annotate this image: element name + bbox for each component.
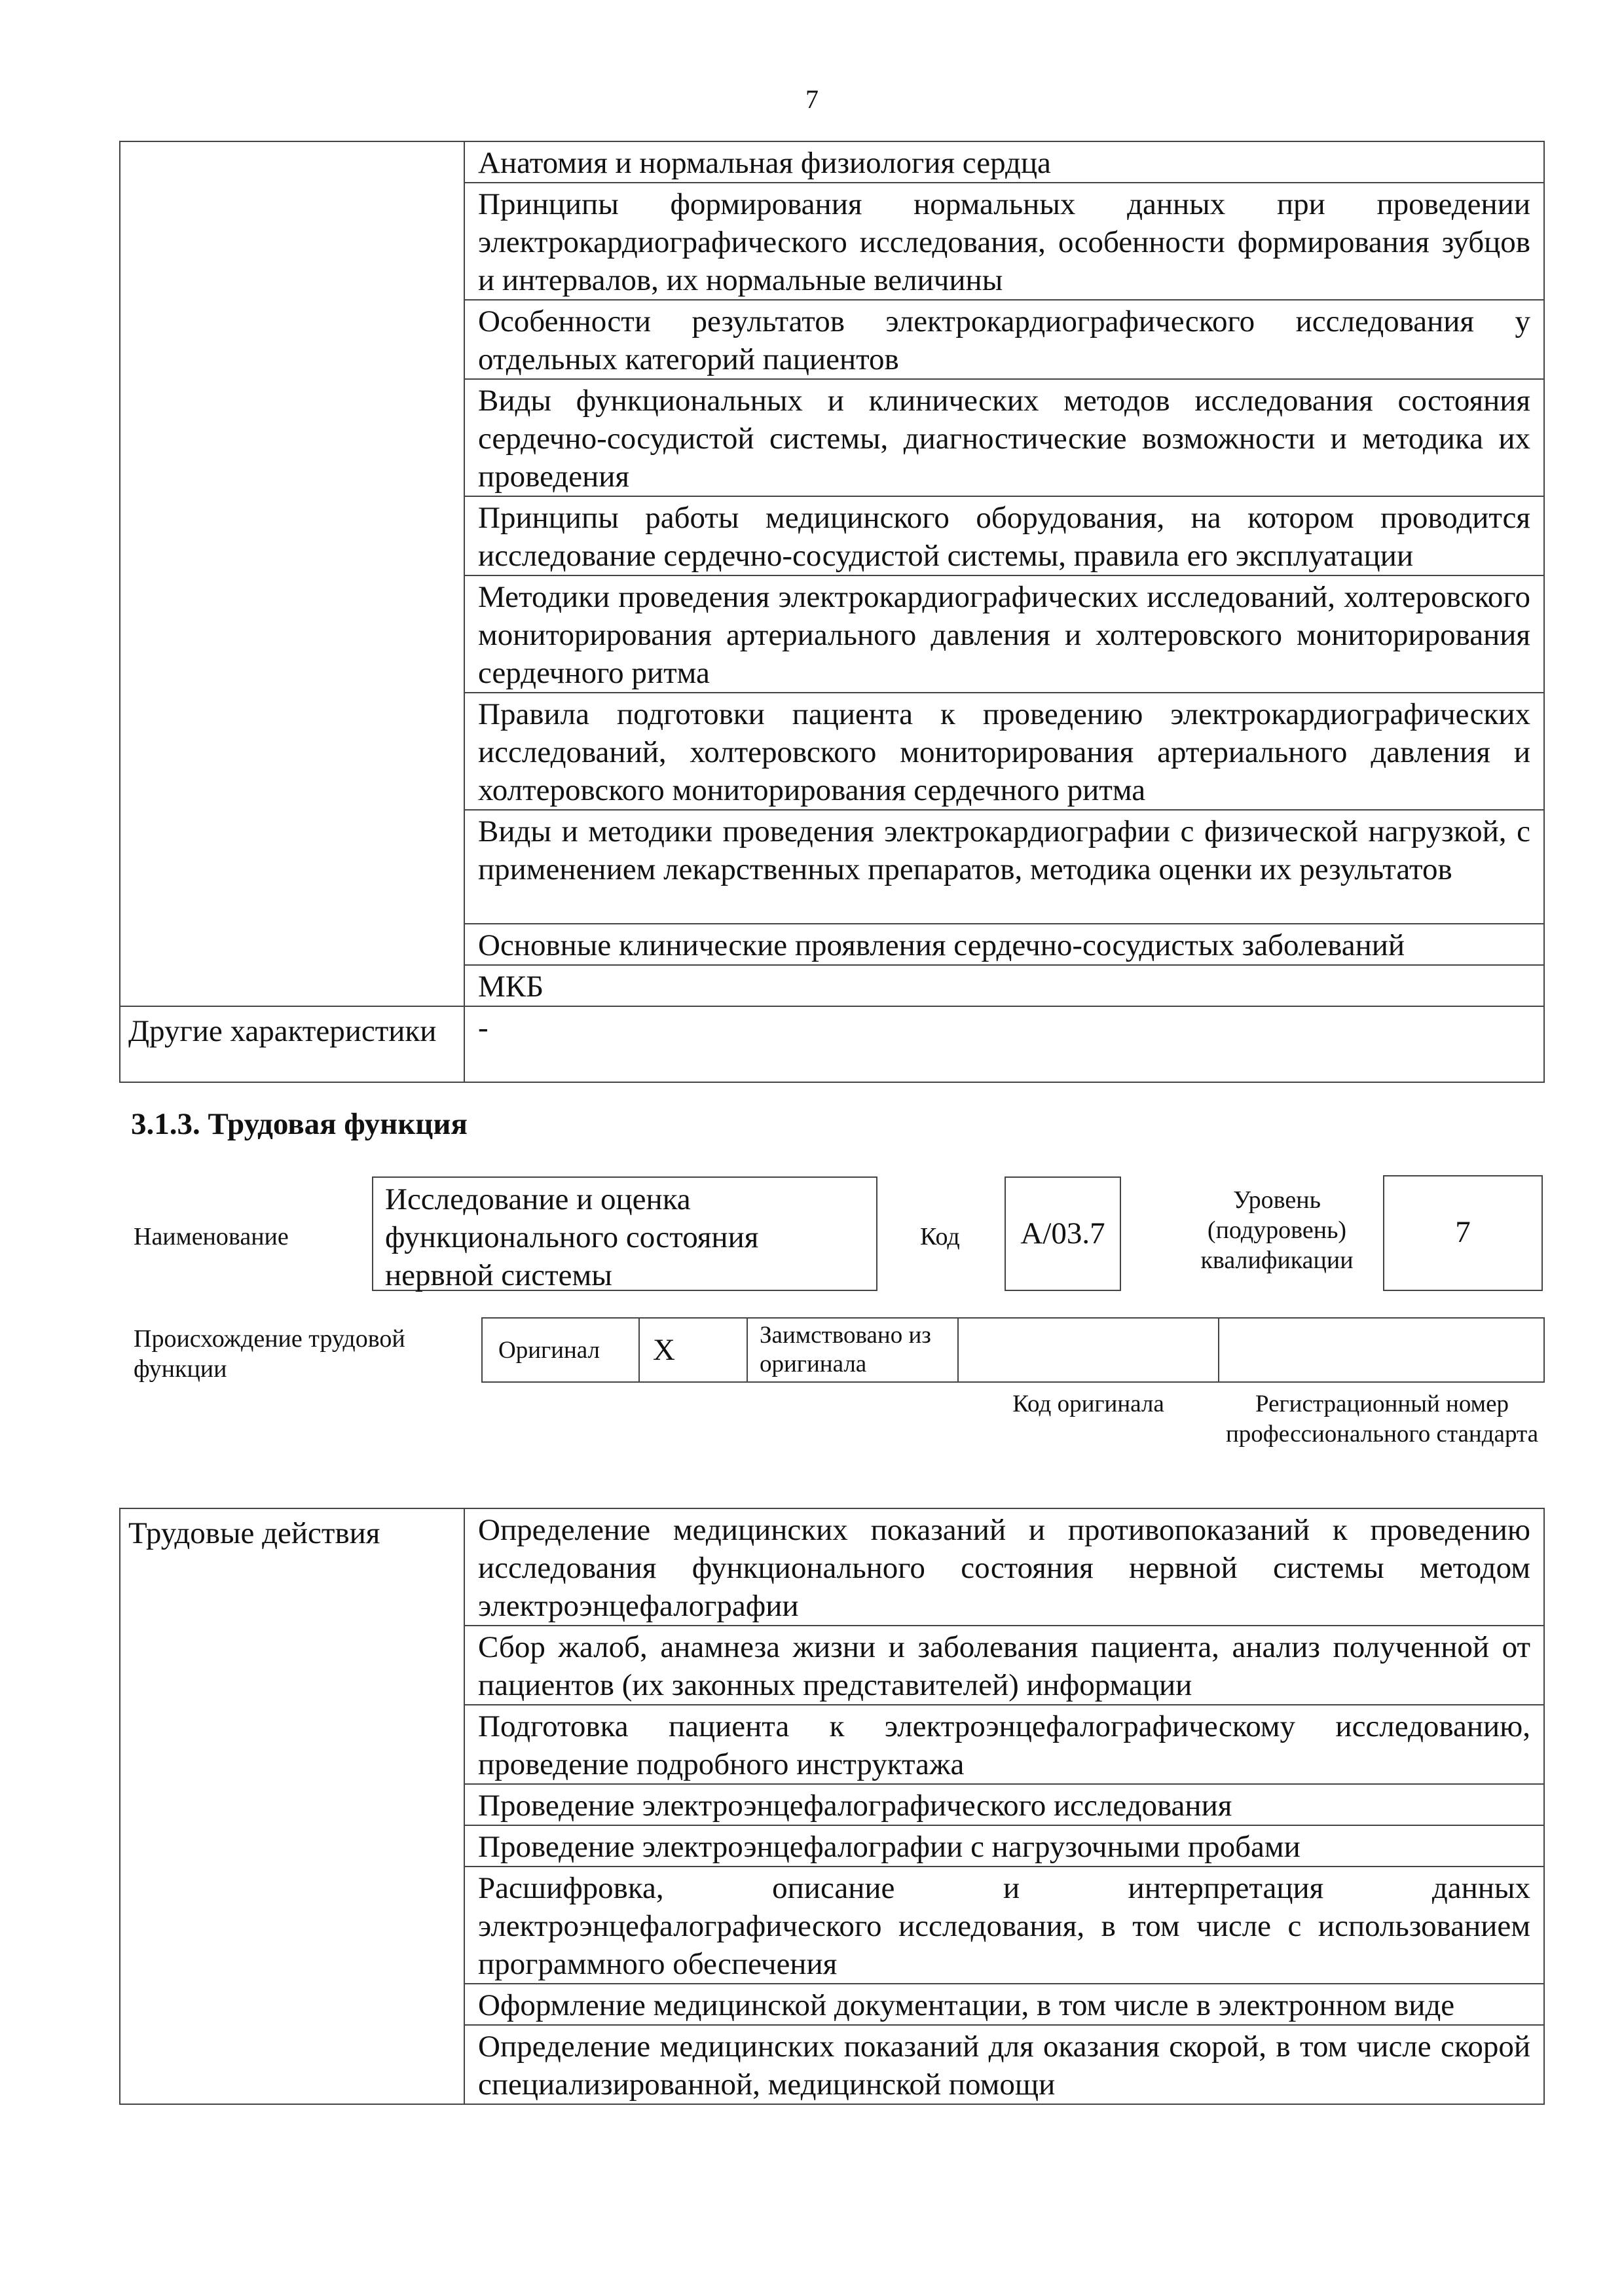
original-label: Оригинал bbox=[482, 1318, 639, 1382]
code-value: А/03.7 bbox=[1020, 1216, 1105, 1250]
borrowed-label: Заимствовано из оригинала bbox=[747, 1318, 958, 1382]
actions-table bbox=[119, 1508, 1545, 2105]
registration-number-caption: Регистрационный номер профессионального стандарта bbox=[1225, 1391, 1539, 1448]
knowledge-row: Виды функциональных и клинических методов исследования состояния сердечно-сосудистой системы, диагностические возможности и методика их проведения bbox=[478, 384, 1530, 494]
original-code-cell bbox=[958, 1318, 1219, 1382]
knowledge-row: Правила подготовки пациента к проведению электрокардиографических исследований, холтеровского мониторирования артериального давления и холтеровского мониторирования сердечного ритма bbox=[478, 697, 1530, 807]
level-value: 7 bbox=[1455, 1215, 1471, 1249]
origin-table bbox=[481, 1317, 1545, 1383]
level-box bbox=[1383, 1175, 1543, 1291]
page-number: 7 bbox=[805, 84, 819, 114]
action-row: Сбор жалоб, анамнеза жизни и заболевания пациента, анализ полученной от пациентов (их законных представителей) информации bbox=[478, 1630, 1530, 1702]
origin-label: Происхождение трудовой функции bbox=[134, 1325, 405, 1383]
name-value: Исследование и оценка функционального состояния нервной системы bbox=[385, 1182, 759, 1292]
level-label: Уровень (подуровень) квалификации bbox=[1200, 1186, 1354, 1274]
knowledge-row: Анатомия и нормальная физиология сердца bbox=[478, 146, 1051, 180]
action-row: Определение медицинских показаний и противопоказаний к проведению исследования функционального состояния нервной системы методом электроэнцефалографии bbox=[478, 1513, 1530, 1623]
action-row: Определение медицинских показаний для оказания скорой, в том числе скорой специализированной, медицинской помощи bbox=[478, 2030, 1530, 2102]
original-mark: Х bbox=[639, 1318, 747, 1382]
other-characteristics-label: Другие характеристики bbox=[128, 1014, 437, 1048]
action-row: Подготовка пациента к электроэнцефалографическому исследованию, проведение подробного инструктажа bbox=[478, 1709, 1530, 1781]
knowledge-label-cell bbox=[120, 141, 464, 1006]
actions-label: Трудовые действия bbox=[128, 1516, 380, 1550]
name-box bbox=[372, 1176, 877, 1291]
original-code-caption: Код оригинала bbox=[1012, 1391, 1164, 1417]
knowledge-row: Особенности результатов электрокардиографического исследования у отдельных категорий пациентов bbox=[478, 304, 1530, 376]
action-row: Оформление медицинской документации, в том числе в электронном виде bbox=[478, 1988, 1455, 2022]
action-row: Проведение электроэнцефалографического исследования bbox=[478, 1789, 1232, 1823]
action-row: Проведение электроэнцефалографии с нагрузочными пробами bbox=[478, 1830, 1301, 1864]
other-characteristics-value: - bbox=[478, 1011, 489, 1045]
code-label: Код bbox=[920, 1223, 960, 1250]
knowledge-row: Основные клинические проявления сердечно-сосудистых заболеваний bbox=[478, 928, 1405, 962]
knowledge-row: Методики проведения электрокардиографических исследований, холтеровского мониторирования артериального давления и холтеровского мониторирования сердечного ритма bbox=[478, 580, 1530, 690]
action-row: Расшифровка, описание и интерпретация данных электроэнцефалографического исследования, в том числе с использованием программного обеспечения bbox=[478, 1871, 1530, 1981]
knowledge-row: Принципы работы медицинского оборудования, на котором проводится исследование сердечно-сосудистой системы, правила его эксплуатации bbox=[478, 501, 1530, 573]
name-label: Наименование bbox=[134, 1223, 289, 1250]
knowledge-row: Виды и методики проведения электрокардиографии с физической нагрузкой, с применением лекарственных препаратов, методика оценки их результатов bbox=[478, 814, 1530, 886]
section-heading: 3.1.3. Трудовая функция bbox=[131, 1107, 468, 1141]
knowledge-row: Принципы формирования нормальных данных при проведении электрокардиографического исследования, особенности формирования зубцов и интервалов, их нормальные величины bbox=[478, 187, 1530, 297]
knowledge-row: МКБ bbox=[478, 970, 544, 1004]
code-box bbox=[1005, 1176, 1121, 1291]
registration-number-cell bbox=[1219, 1318, 1544, 1382]
knowledge-table bbox=[119, 141, 1545, 1083]
